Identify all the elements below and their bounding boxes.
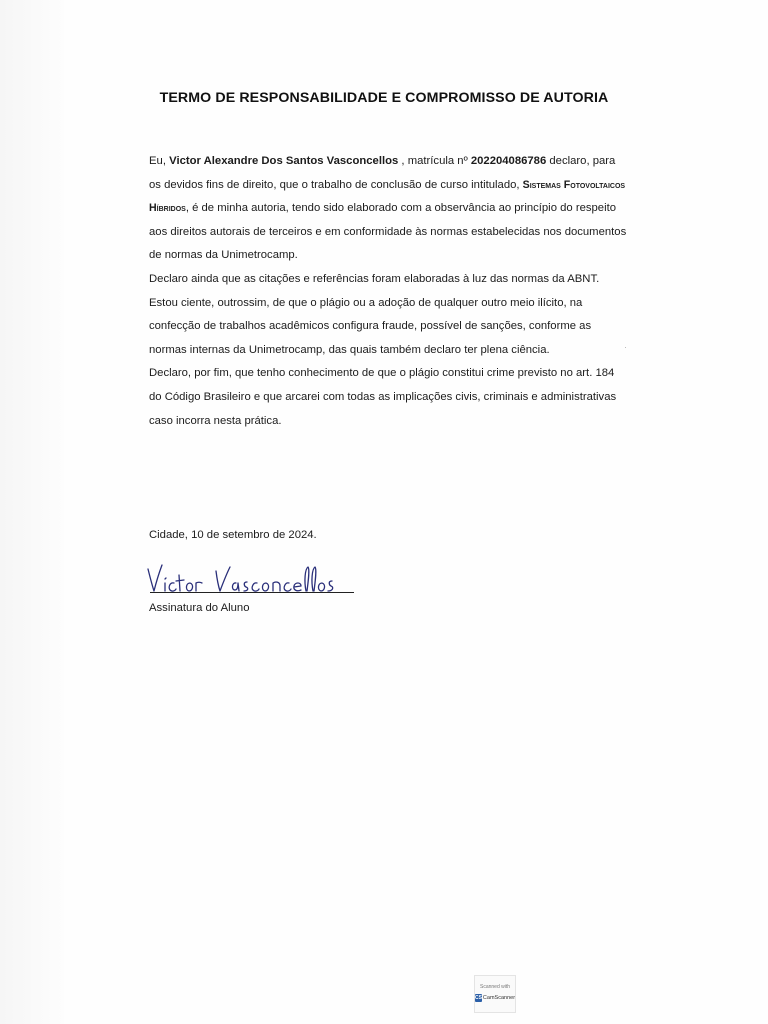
document-title: TERMO DE RESPONSABILIDADE E COMPROMISSO DE AUTORIA — [159, 90, 609, 106]
signature-label: Assinatura do Aluno — [149, 602, 250, 614]
scan-shadow — [0, 0, 64, 1024]
camscanner-icon: CS — [474, 995, 482, 1001]
paragraph-3: Estou ciente, outrossim, de que o plágio ou a adoção de qualquer outro meio ilícito, na confecção de trabalhos acadêmicos configura fraude, possível de sanções, conforme as normas internas da Unimetrocamp, das quais também declaro ter plena ciência. — [149, 296, 592, 356]
paragraph-4: Declaro, por fim, que tenho conhecimento de que o plágio constitui crime previsto no art. 184 do Código Brasileiro e que arcarei com todas as implicações civis, criminais e administrativas caso incorra nesta prática. — [149, 367, 617, 427]
work-title: Sistemas Fotovoltaicos Híbridos — [149, 178, 626, 215]
paragraph-1-text-b: , matrícula nº — [398, 155, 471, 167]
date-line: Cidade, 10 de setembro de 2024. — [149, 529, 317, 541]
signature-line — [150, 592, 354, 593]
document-body — [149, 150, 627, 433]
paragraph-2: Declaro ainda que as citações e referências foram elaboradas à luz das normas da ABNT. — [149, 272, 600, 285]
camscanner-badge — [474, 975, 516, 1013]
paragraph-1-text-d: , é de minha autoria, tendo sido elaborado com a observância ao princípio do respeito aos direitos autorais de terceiros e em conformidade às normas estabelecidas nos documentos de normas da Unimetrocamp. — [149, 202, 627, 262]
scanned-with-label: Scanned with — [479, 984, 511, 990]
paragraph-1-text-a: Eu, — [149, 155, 170, 167]
camscanner-brand: CamScanner — [482, 995, 516, 1001]
registration-number: 202204086786 — [470, 155, 547, 167]
signature-drawing — [146, 553, 358, 597]
paragraph-1-text-c: declaro, para os devidos fins de direito, que o trabalho de conclusão de curso intitulado, — [149, 155, 616, 191]
scan-speck — [625, 347, 626, 348]
student-name: Victor Alexandre Dos Santos Vasconcellos — [169, 155, 399, 167]
camscanner-brand-row — [475, 994, 515, 1002]
paragraph-1 — [149, 150, 627, 268]
handwritten-signature — [146, 553, 358, 597]
